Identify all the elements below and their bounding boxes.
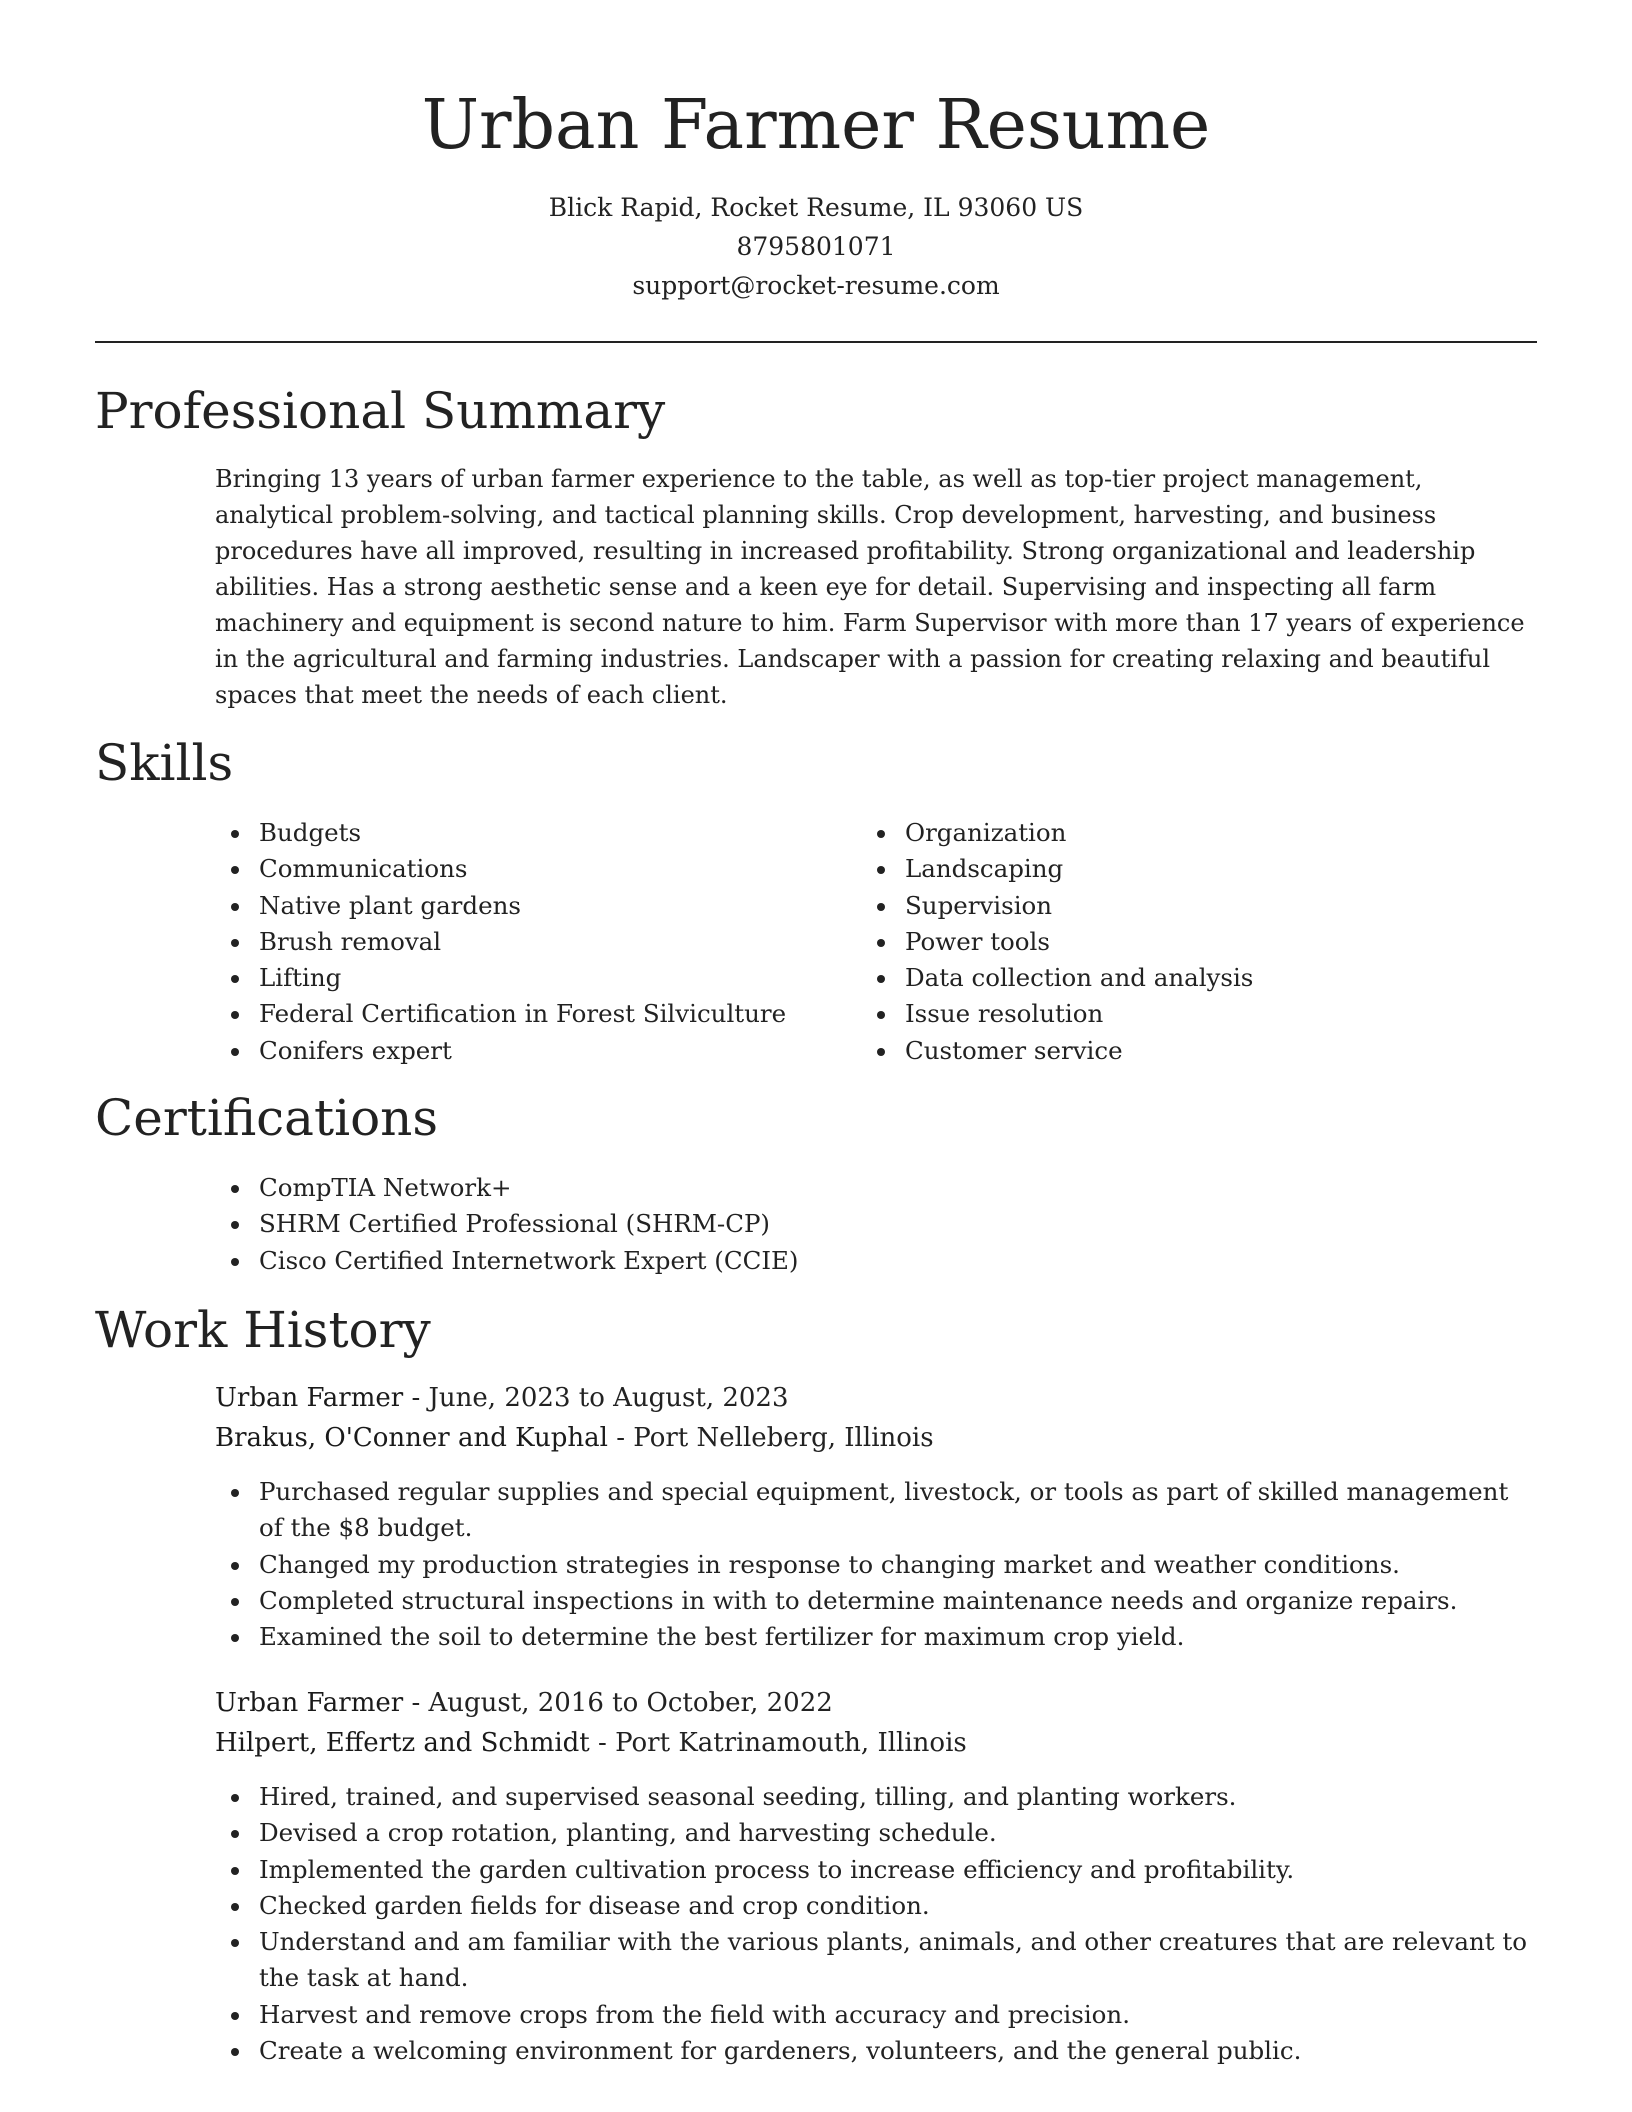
job-title-line bbox=[215, 1378, 789, 1418]
job-company: Hilpert, Effertz and Schmidt bbox=[215, 1728, 590, 1758]
list-item: Lifting bbox=[215, 960, 786, 996]
job-title-line bbox=[215, 1683, 833, 1723]
list-item: Data collection and analysis bbox=[861, 960, 1253, 996]
job-company-line bbox=[215, 1723, 967, 1763]
certifications-list bbox=[215, 1170, 798, 1279]
list-item: Examined the soil to determine the best fertilizer for maximum crop yield. bbox=[215, 1619, 1537, 1655]
work-history-heading: Work History bbox=[95, 1301, 431, 1359]
list-item: Landscaping bbox=[861, 851, 1253, 887]
job-company-line bbox=[215, 1418, 934, 1458]
list-item: Conifers expert bbox=[215, 1033, 786, 1069]
header-divider bbox=[95, 341, 1537, 343]
list-item: Native plant gardens bbox=[215, 888, 786, 924]
job-company: Brakus, O'Conner and Kuphal bbox=[215, 1423, 608, 1453]
list-item: Brush removal bbox=[215, 924, 786, 960]
summary-text: Bringing 13 years of urban farmer experience to the table, as well as top-tier project management, analytical problem-solving, and tactical planning skills. Crop development, harvesting, and business procedures have all improved, resulting in increased profitability. Strong organizational and leadership abilities. Has a strong aesthetic sense and a keen eye for detail. Supervising and inspecting all farm machinery and equipment is second nature to him. Farm Supervisor with more than 17 years of experience in the agricultural and farming industries. Landscaper with a passion for creating relaxing and beautiful spaces that meet the needs of each client. bbox=[215, 465, 1525, 709]
job-title: Urban Farmer bbox=[215, 1688, 404, 1718]
list-item: CompTIA Network+ bbox=[215, 1170, 798, 1206]
list-item: Supervision bbox=[861, 888, 1253, 924]
list-item: Checked garden fields for disease and crop condition. bbox=[215, 1888, 1537, 1924]
job-title: Urban Farmer bbox=[215, 1383, 404, 1413]
job-dates: - June, 2023 to August, 2023 bbox=[411, 1383, 789, 1413]
job-location: - Port Katrinamouth, Illinois bbox=[598, 1728, 967, 1758]
skills-heading: Skills bbox=[95, 734, 234, 792]
list-item: Communications bbox=[215, 851, 786, 887]
list-item: Completed structural inspections in with to determine maintenance needs and organize repairs. bbox=[215, 1583, 1537, 1619]
list-item: Purchased regular supplies and special equipment, livestock, or tools as part of skilled management of the $8 budget. bbox=[215, 1474, 1537, 1547]
job-bullets bbox=[215, 1474, 1537, 1655]
contact-email[interactable]: support@rocket-resume.com bbox=[632, 271, 1000, 300]
list-item: Organization bbox=[861, 815, 1253, 851]
list-item: Customer service bbox=[861, 1033, 1253, 1069]
list-item: Power tools bbox=[861, 924, 1253, 960]
list-item: SHRM Certified Professional (SHRM-CP) bbox=[215, 1206, 798, 1242]
certifications-heading: Certifications bbox=[95, 1089, 439, 1147]
skills-list-right bbox=[861, 815, 1253, 1069]
contact-address: Blick Rapid, Rocket Resume, IL 93060 US bbox=[548, 193, 1084, 222]
contact-phone: 8795801071 bbox=[736, 232, 896, 261]
skills-list-left bbox=[215, 815, 786, 1069]
resume-header bbox=[0, 0, 1632, 305]
list-item: Federal Certification in Forest Silviculture bbox=[215, 996, 786, 1032]
list-item: Changed my production strategies in response to changing market and weather conditions. bbox=[215, 1547, 1537, 1583]
list-item: Understand and am familiar with the various plants, animals, and other creatures that are relevant to the task at hand. bbox=[215, 1924, 1537, 1997]
list-item: Create a welcoming environment for gardeners, volunteers, and the general public. bbox=[215, 2033, 1537, 2069]
summary-heading: Professional Summary bbox=[95, 382, 666, 440]
list-item: Harvest and remove crops from the field with accuracy and precision. bbox=[215, 1997, 1537, 2033]
list-item: Issue resolution bbox=[861, 996, 1253, 1032]
list-item: Devised a crop rotation, planting, and harvesting schedule. bbox=[215, 1815, 1537, 1851]
contact-block bbox=[0, 188, 1632, 305]
job-location: - Port Nelleberg, Illinois bbox=[616, 1423, 934, 1453]
resume-title: Urban Farmer Resume bbox=[421, 86, 1211, 165]
job-bullets bbox=[215, 1779, 1537, 2069]
list-item: Budgets bbox=[215, 815, 786, 851]
list-item: Hired, trained, and supervised seasonal seeding, tilling, and planting workers. bbox=[215, 1779, 1537, 1815]
list-item: Implemented the garden cultivation process to increase efficiency and profitability. bbox=[215, 1852, 1537, 1888]
list-item: Cisco Certified Internetwork Expert (CCIE) bbox=[215, 1243, 798, 1279]
job-dates: - August, 2016 to October, 2022 bbox=[411, 1688, 833, 1718]
